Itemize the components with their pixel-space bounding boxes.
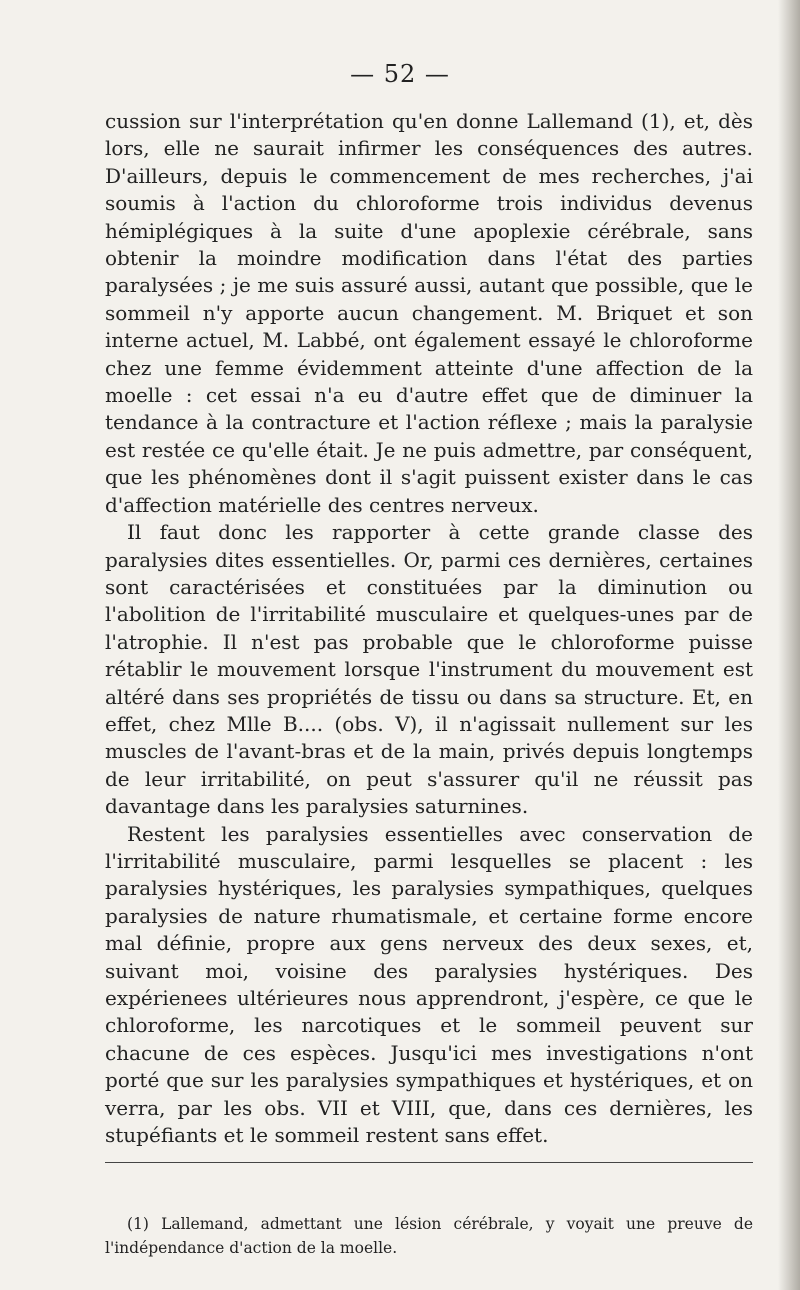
body-text [105,108,753,1149]
paragraph-1: cussion sur l'interprétation qu'en donne Lallemand (1), et, dès lors, elle ne saurait infirmer les conséquences des autres. D'ailleurs, depuis le commencement de mes recherches, j'ai soumis à l'action du chloroforme trois individus devenus hémiplégiques à la suite d'une apoplexie cérébrale, sans obtenir la moindre modification dans l'état des parties paralysées ; je me suis assuré aussi, autant que possible, que le sommeil n'y apporte aucun changement. M. Briquet et son interne actuel, M. Labbé, ont également essayé le chloroforme chez une femme évidemment atteinte d'une affection de la moelle : cet essai n'a eu d'autre effet que de diminuer la tendance à la contracture et l'action réflexe ; mais la paralysie est restée ce qu'elle était. Je ne puis admettre, par conséquent, que les phénomènes dont il s'agit puissent exister dans le cas d'affection matérielle des centres nerveux. [105,109,753,517]
footnote: (1) Lallemand, admettant une lésion cérébrale, y voyait une preuve de l'indépendance d'action de la moelle. [105,1215,753,1257]
footnote-divider [105,1162,753,1163]
page-number: — 52 — [350,60,450,88]
paragraph-3: Restent les paralysies essentielles avec conservation de l'irritabilité musculaire, parmi lesquelles se placent : les paralysies hystériques, les paralysies sympathiques, quelques paralysies de nature rhumatismale, et certaine forme encore mal définie, propre aux gens nerveux des deux sexes, et, suivant moi, voisine des paralysies hystériques. Des expérienees ultérieures nous apprendront, j'espère, ce que le chloroforme, les narcotiques et le sommeil peuvent sur chacune de ces espèces. Jusqu'ici mes investigations n'ont porté que sur les paralysies sympathiques et hystériques, et on verra, par les obs. VII et VIII, que, dans ces dernières, les stupéfiants et le sommeil restent sans effet. [105,821,753,1148]
paragraph-2: Il faut donc les rapporter à cette grande classe des paralysies dites essentielles. Or, parmi ces dernières, certaines sont caractérisées et constituées par la diminution ou l'abolition de l'irritabilité musculaire et quelques-unes par de l'atrophie. Il n'est pas probable que le chloroforme puisse rétablir le mouvement lorsque l'instrument du mouvement est altéré dans ses propriétés de tissu ou dans sa structure. Et, en effet, chez Mlle B.... (obs. V), il n'agissait nullement sur les muscles de l'avant-bras et de la main, privés depuis longtemps de leur irritabilité, on peut s'assurer qu'il ne réussit pas davantage dans les paralysies saturnines. [105,520,753,819]
